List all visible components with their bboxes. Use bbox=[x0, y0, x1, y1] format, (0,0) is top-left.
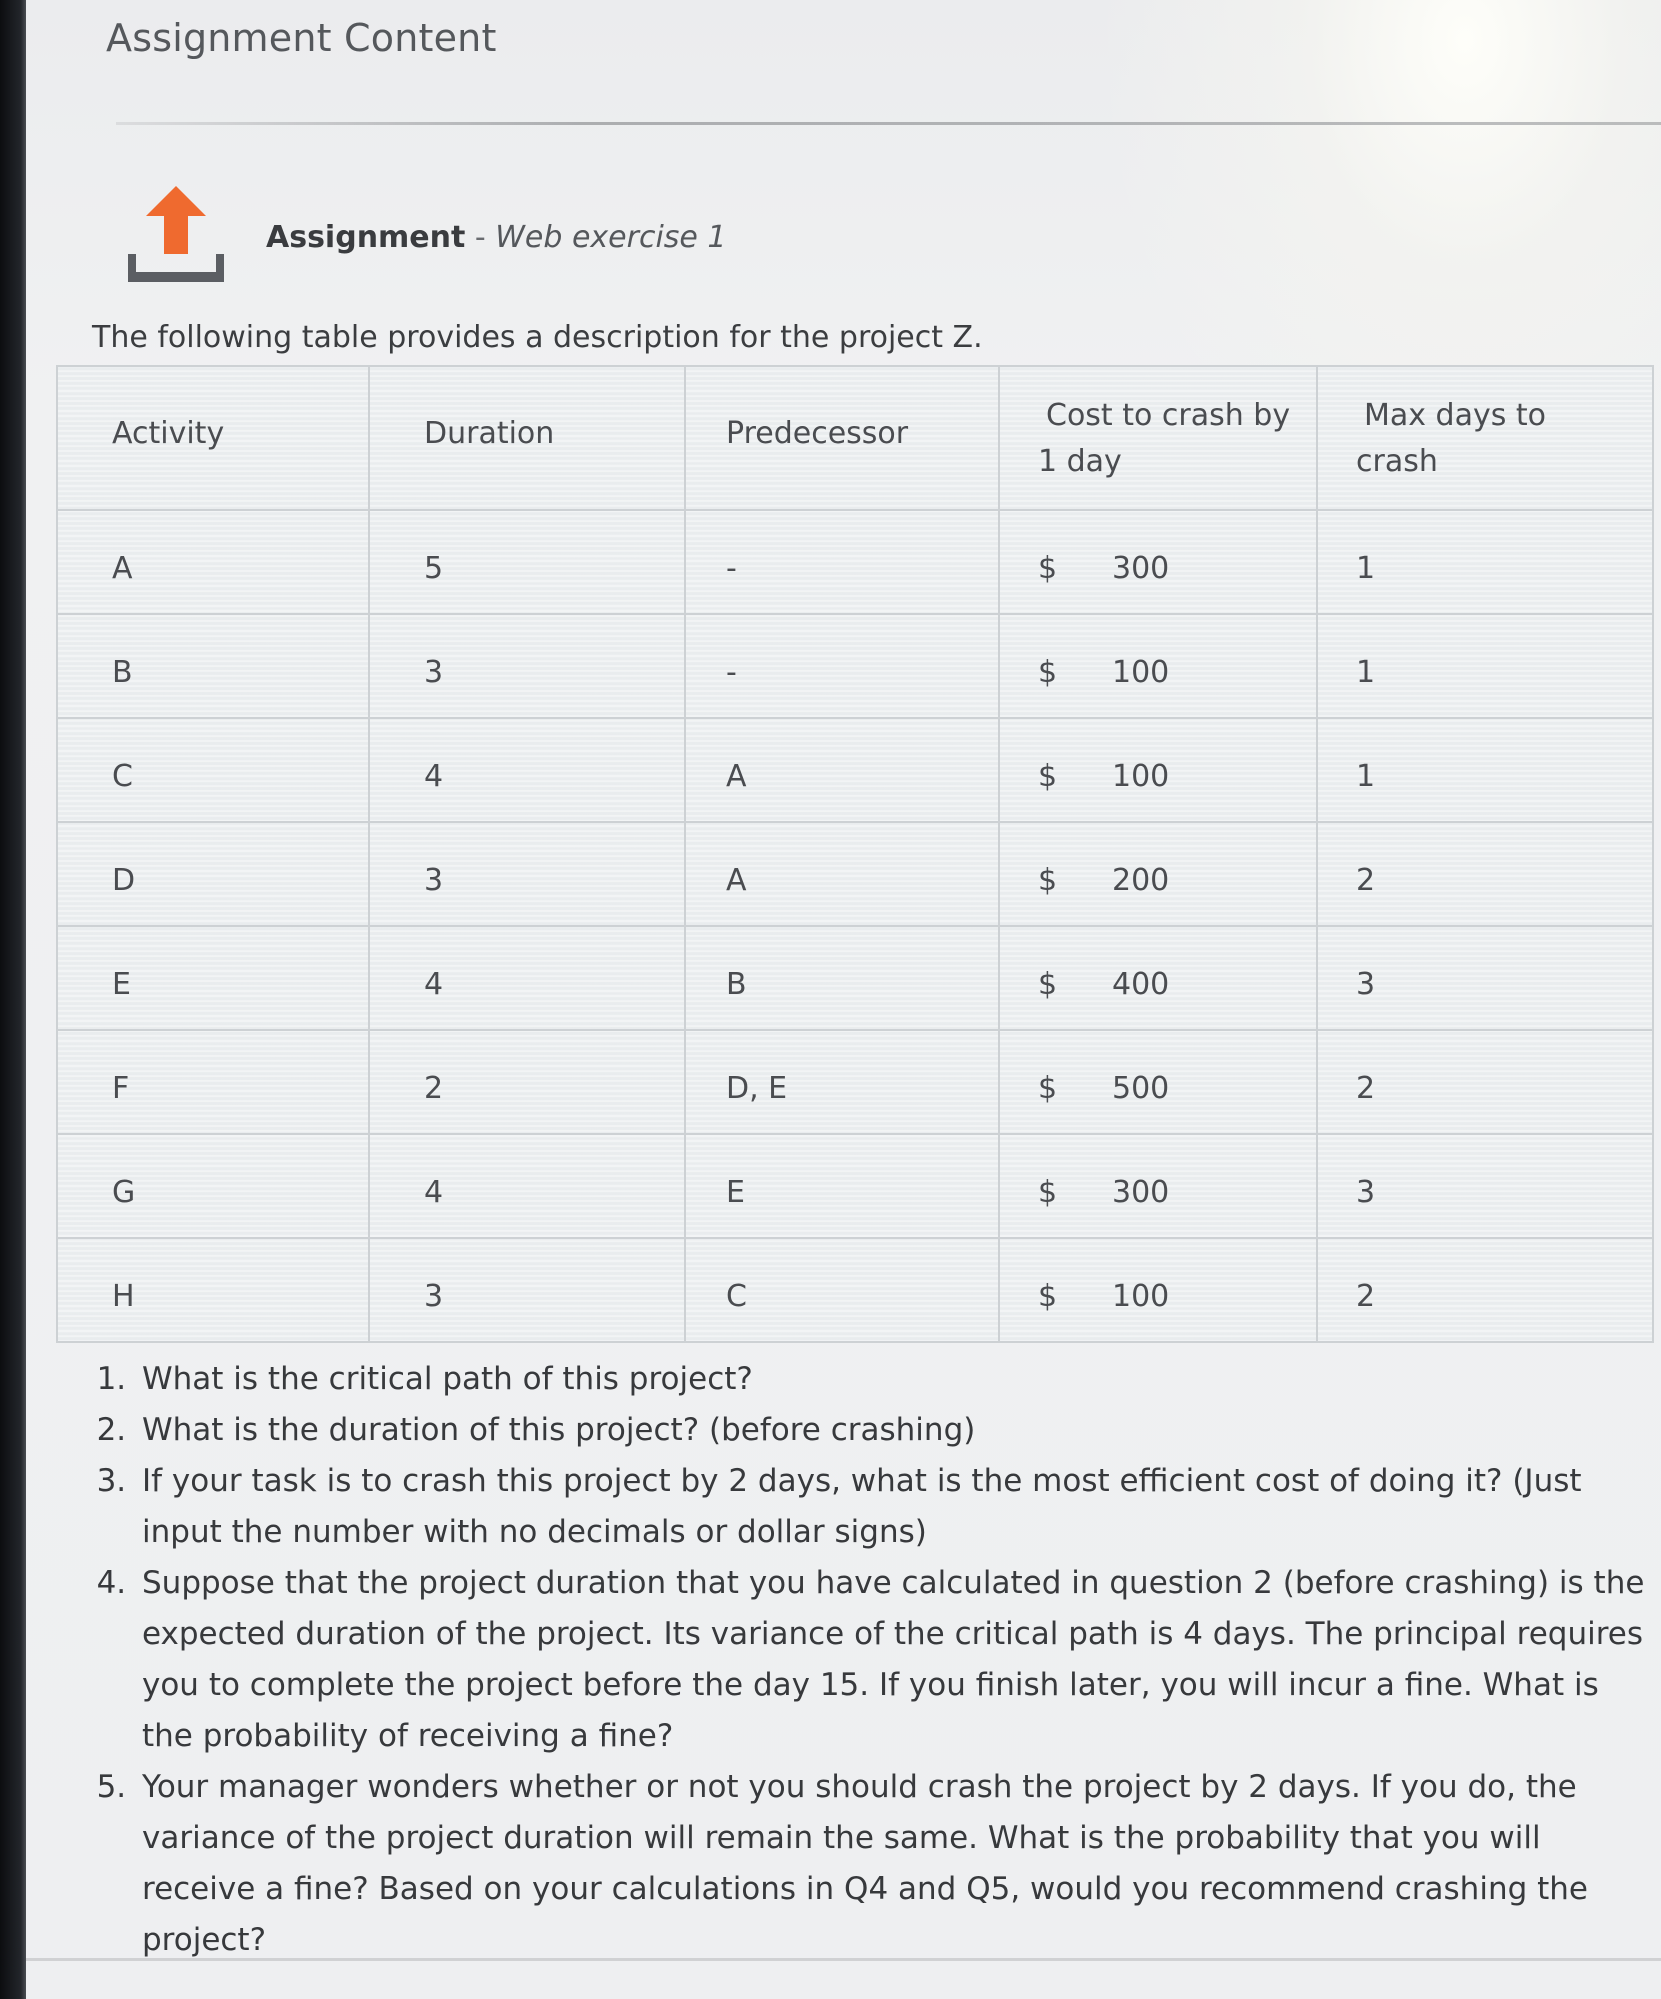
table-row bbox=[57, 510, 1653, 614]
question-list bbox=[86, 1354, 1646, 1966]
currency-symbol: $ bbox=[1038, 863, 1058, 898]
upload-icon bbox=[126, 182, 226, 282]
table-intro: The following table provides a description for the project Z. bbox=[92, 320, 983, 355]
cell-max-days: 3 bbox=[1317, 1134, 1653, 1238]
cost-value: 300 bbox=[1112, 1175, 1170, 1210]
cell-max-days: 1 bbox=[1317, 718, 1653, 822]
table-header-row bbox=[57, 366, 1653, 510]
question-item: 5. Your manager wonders whether or not you should crash the project by 2 days. If you do, the variance of the project duration will remain the same. What is the probability that you will receive a fine? Based on your calculations in Q4 and Q5, would you recommend crashing the project? bbox=[136, 1762, 1646, 1966]
table-body bbox=[57, 510, 1653, 1342]
assignment-title[interactable] bbox=[266, 220, 727, 255]
screen bbox=[26, 0, 1661, 1999]
assignment-label: Assignment bbox=[266, 220, 466, 255]
cell-duration: 2 bbox=[369, 1030, 685, 1134]
cell-activity: E bbox=[57, 926, 369, 1030]
table-row bbox=[57, 926, 1653, 1030]
cell-cost bbox=[999, 1030, 1317, 1134]
cell-max-days: 2 bbox=[1317, 822, 1653, 926]
cell-cost bbox=[999, 822, 1317, 926]
cell-duration: 4 bbox=[369, 1134, 685, 1238]
table-row bbox=[57, 822, 1653, 926]
cell-predecessor: B bbox=[685, 926, 999, 1030]
cell-duration: 3 bbox=[369, 1238, 685, 1342]
currency-symbol: $ bbox=[1038, 759, 1058, 794]
table-row bbox=[57, 718, 1653, 822]
cell-predecessor: A bbox=[685, 822, 999, 926]
cell-activity: A bbox=[57, 510, 369, 614]
project-table-container bbox=[56, 365, 1652, 1343]
cell-duration: 3 bbox=[369, 614, 685, 718]
header-duration: Duration bbox=[369, 366, 685, 510]
cell-predecessor: A bbox=[685, 718, 999, 822]
header-max-days bbox=[1317, 366, 1653, 510]
currency-symbol: $ bbox=[1038, 1279, 1058, 1314]
cell-duration: 4 bbox=[369, 718, 685, 822]
project-table bbox=[56, 365, 1654, 1343]
question-item: 3. If your task is to crash this project by 2 days, what is the most efficient cost of doing it? (Just input the number with no decimals or dollar signs) bbox=[136, 1456, 1646, 1558]
cell-predecessor: - bbox=[685, 510, 999, 614]
cell-duration: 3 bbox=[369, 822, 685, 926]
cost-value: 100 bbox=[1112, 759, 1170, 794]
cell-activity: G bbox=[57, 1134, 369, 1238]
cost-value: 100 bbox=[1112, 655, 1170, 690]
header-divider bbox=[116, 122, 1661, 125]
currency-symbol: $ bbox=[1038, 655, 1058, 690]
cost-value: 300 bbox=[1112, 551, 1170, 586]
cell-duration: 5 bbox=[369, 510, 685, 614]
cell-activity: C bbox=[57, 718, 369, 822]
cell-activity: B bbox=[57, 614, 369, 718]
device-bezel bbox=[0, 0, 26, 1999]
cell-predecessor: C bbox=[685, 1238, 999, 1342]
questions-ordered-list bbox=[86, 1354, 1646, 1966]
cost-value: 200 bbox=[1112, 863, 1170, 898]
cell-max-days: 2 bbox=[1317, 1238, 1653, 1342]
header-cost-line1: Cost to crash by bbox=[1046, 398, 1291, 433]
cost-value: 500 bbox=[1112, 1071, 1170, 1106]
cell-predecessor: D, E bbox=[685, 1030, 999, 1134]
assignment-separator: - bbox=[465, 220, 496, 255]
cell-activity: F bbox=[57, 1030, 369, 1134]
cell-max-days: 2 bbox=[1317, 1030, 1653, 1134]
currency-symbol: $ bbox=[1038, 967, 1058, 1002]
question-item: 4. Suppose that the project duration that you have calculated in question 2 (before crashing) is the expected duration of the project. Its variance of the critical path is 4 days. The principal requires you to complete the project before the day 15. If you finish later, you will incur a fine. What is the probability of receiving a fine? bbox=[136, 1558, 1646, 1762]
cell-max-days: 1 bbox=[1317, 510, 1653, 614]
assignment-subtitle: Web exercise 1 bbox=[495, 220, 727, 255]
cost-value: 100 bbox=[1112, 1279, 1170, 1314]
header-predecessor: Predecessor bbox=[685, 366, 999, 510]
cell-cost bbox=[999, 510, 1317, 614]
cell-cost bbox=[999, 1134, 1317, 1238]
table-row bbox=[57, 1238, 1653, 1342]
cell-activity: D bbox=[57, 822, 369, 926]
table-row bbox=[57, 614, 1653, 718]
currency-symbol: $ bbox=[1038, 551, 1058, 586]
header-max-line1: Max days to bbox=[1364, 398, 1547, 433]
cell-duration: 4 bbox=[369, 926, 685, 1030]
cell-max-days: 3 bbox=[1317, 926, 1653, 1030]
table-row bbox=[57, 1134, 1653, 1238]
assignment-item[interactable] bbox=[126, 182, 1026, 292]
question-item: 2. What is the duration of this project? (before crashing) bbox=[136, 1405, 1646, 1456]
currency-symbol: $ bbox=[1038, 1175, 1058, 1210]
cell-cost bbox=[999, 1238, 1317, 1342]
cell-cost bbox=[999, 614, 1317, 718]
cell-predecessor: E bbox=[685, 1134, 999, 1238]
cell-max-days: 1 bbox=[1317, 614, 1653, 718]
header-activity: Activity bbox=[57, 366, 369, 510]
cell-cost bbox=[999, 926, 1317, 1030]
header-cost bbox=[999, 366, 1317, 510]
currency-symbol: $ bbox=[1038, 1071, 1058, 1106]
cell-cost bbox=[999, 718, 1317, 822]
question-item: 1. What is the critical path of this project? bbox=[136, 1354, 1646, 1405]
table-row bbox=[57, 1030, 1653, 1134]
footer-divider bbox=[26, 1958, 1661, 1961]
cell-predecessor: - bbox=[685, 614, 999, 718]
cost-value: 400 bbox=[1112, 967, 1170, 1002]
header-max-line2: crash bbox=[1356, 444, 1438, 479]
page-header: Assignment Content bbox=[106, 16, 497, 60]
header-cost-line2: 1 day bbox=[1038, 444, 1122, 479]
cell-activity: H bbox=[57, 1238, 369, 1342]
